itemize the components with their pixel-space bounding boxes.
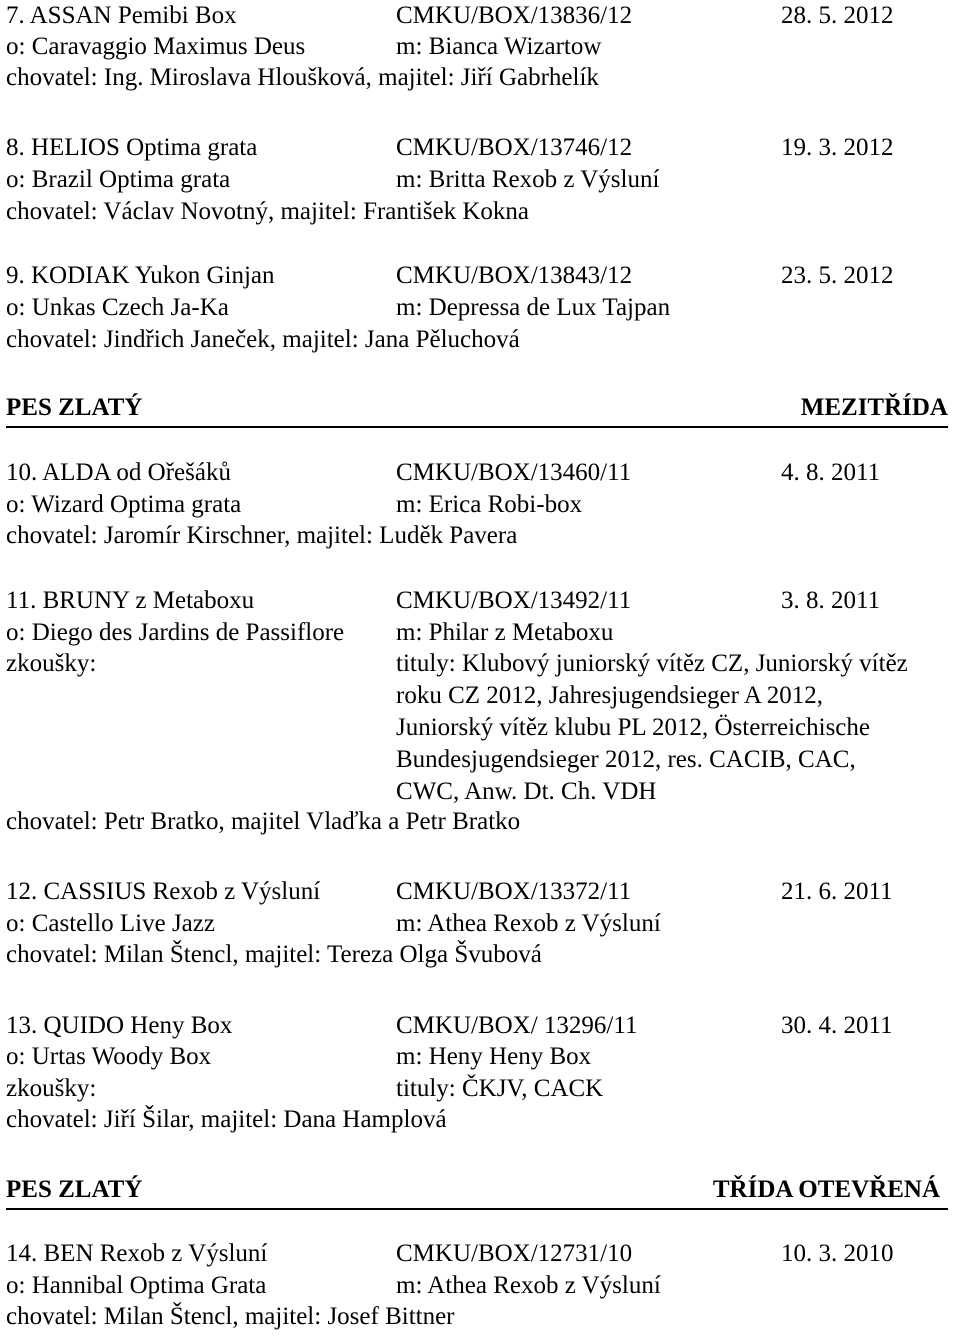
dog-name: 13. QUIDO Heny Box xyxy=(6,1012,233,1039)
titles-line: roku CZ 2012, Jahresjugendsieger A 2012, xyxy=(396,682,824,709)
dog-name: 11. BRUNY z Metaboxu xyxy=(6,587,255,614)
exams-label: zkoušky: xyxy=(6,1075,97,1102)
dog-name: 9. KODIAK Yukon Ginjan xyxy=(6,262,275,289)
titles-line: tituly: Klubový juniorský vítěz CZ, Juniorský vítěz xyxy=(396,650,908,677)
registration-number: CMKU/BOX/12731/10 xyxy=(396,1240,633,1267)
entry-7-breeder: chovatel: Ing. Miroslava Hloušková, majitel: Jiří Gabrhelík xyxy=(6,64,599,91)
registration-number: CMKU/BOX/13460/11 xyxy=(396,459,632,486)
sire: o: Castello Live Jazz xyxy=(6,910,215,937)
entry-14-breeder: chovatel: Milan Štencl, majitel: Josef Bittner xyxy=(6,1303,455,1330)
sire: o: Wizard Optima grata xyxy=(6,491,242,518)
entry-9-breeder: chovatel: Jindřich Janeček, majitel: Jana Pěluchová xyxy=(6,326,520,353)
dog-name: 12. CASSIUS Rexob z Výsluní xyxy=(6,878,321,905)
class-heading xyxy=(6,1174,948,1210)
dam: m: Depressa de Lux Tajpan xyxy=(396,294,671,321)
entry-11-exams: zkoušky: xyxy=(6,650,97,677)
dog-name: 14. BEN Rexob z Výsluní xyxy=(6,1240,268,1267)
registration-number: CMKU/BOX/13843/12 xyxy=(396,262,633,289)
class-title: PES ZLATÝ xyxy=(6,394,143,421)
sire: o: Hannibal Optima Grata xyxy=(6,1272,267,1299)
dam: m: Heny Heny Box xyxy=(396,1043,592,1070)
class-category: TŘÍDA OTEVŘENÁ xyxy=(712,1176,940,1203)
registration-number: CMKU/BOX/ 13296/11 xyxy=(396,1012,638,1039)
entry-11-titles xyxy=(396,648,908,808)
titles-line: CWC, Anw. Dt. Ch. VDH xyxy=(396,778,657,805)
entry-8-breeder: chovatel: Václav Novotný, majitel: František Kokna xyxy=(6,198,530,225)
class-title: PES ZLATÝ xyxy=(6,1176,143,1203)
dam: m: Philar z Metaboxu xyxy=(396,619,614,646)
entry-13-breeder: chovatel: Jiří Šilar, majitel: Dana Hamplová xyxy=(6,1106,447,1133)
dam: m: Erica Robi-box xyxy=(396,491,583,518)
registration-number: CMKU/BOX/13492/11 xyxy=(396,587,632,614)
birth-date: 28. 5. 2012 xyxy=(781,2,894,29)
titles-line: tituly: ČKJV, CACK xyxy=(396,1075,604,1102)
class-heading xyxy=(6,392,948,428)
sire: o: Caravaggio Maximus Deus xyxy=(6,33,306,60)
birth-date: 3. 8. 2011 xyxy=(781,587,881,614)
registration-number: CMKU/BOX/13372/11 xyxy=(396,878,632,905)
entry-10-breeder: chovatel: Jaromír Kirschner, majitel: Luděk Pavera xyxy=(6,522,518,549)
dog-name: 7. ASSAN Pemibi Box xyxy=(6,2,237,29)
birth-date: 30. 4. 2011 xyxy=(781,1012,893,1039)
birth-date: 4. 8. 2011 xyxy=(781,459,881,486)
sire: o: Unkas Czech Ja-Ka xyxy=(6,294,229,321)
dam: m: Britta Rexob z Výsluní xyxy=(396,166,660,193)
registration-number: CMKU/BOX/13746/12 xyxy=(396,134,633,161)
birth-date: 23. 5. 2012 xyxy=(781,262,894,289)
birth-date: 10. 3. 2010 xyxy=(781,1240,894,1267)
entry-12-breeder: chovatel: Milan Štencl, majitel: Tereza Olga Švubová xyxy=(6,941,542,968)
birth-date: 19. 3. 2012 xyxy=(781,134,894,161)
titles-line: Bundesjugendsieger 2012, res. CACIB, CAC, xyxy=(396,746,856,773)
sire: o: Urtas Woody Box xyxy=(6,1043,212,1070)
entry-11-breeder: chovatel: Petr Bratko, majitel Vlaďka a Petr Bratko xyxy=(6,808,521,835)
sire: o: Diego des Jardins de Passiflore xyxy=(6,619,345,646)
class-category: MEZITŘÍDA xyxy=(800,394,948,421)
dog-name: 8. HELIOS Optima grata xyxy=(6,134,258,161)
dam: m: Bianca Wizartow xyxy=(396,33,602,60)
dam: m: Athea Rexob z Výsluní xyxy=(396,1272,661,1299)
dog-name: 10. ALDA od Ořešáků xyxy=(6,459,231,486)
dam: m: Athea Rexob z Výsluní xyxy=(396,910,661,937)
registration-number: CMKU/BOX/13836/12 xyxy=(396,2,633,29)
titles-line: Juniorský vítěz klubu PL 2012, Österreichische xyxy=(396,714,870,741)
sire: o: Brazil Optima grata xyxy=(6,166,231,193)
birth-date: 21. 6. 2011 xyxy=(781,878,893,905)
